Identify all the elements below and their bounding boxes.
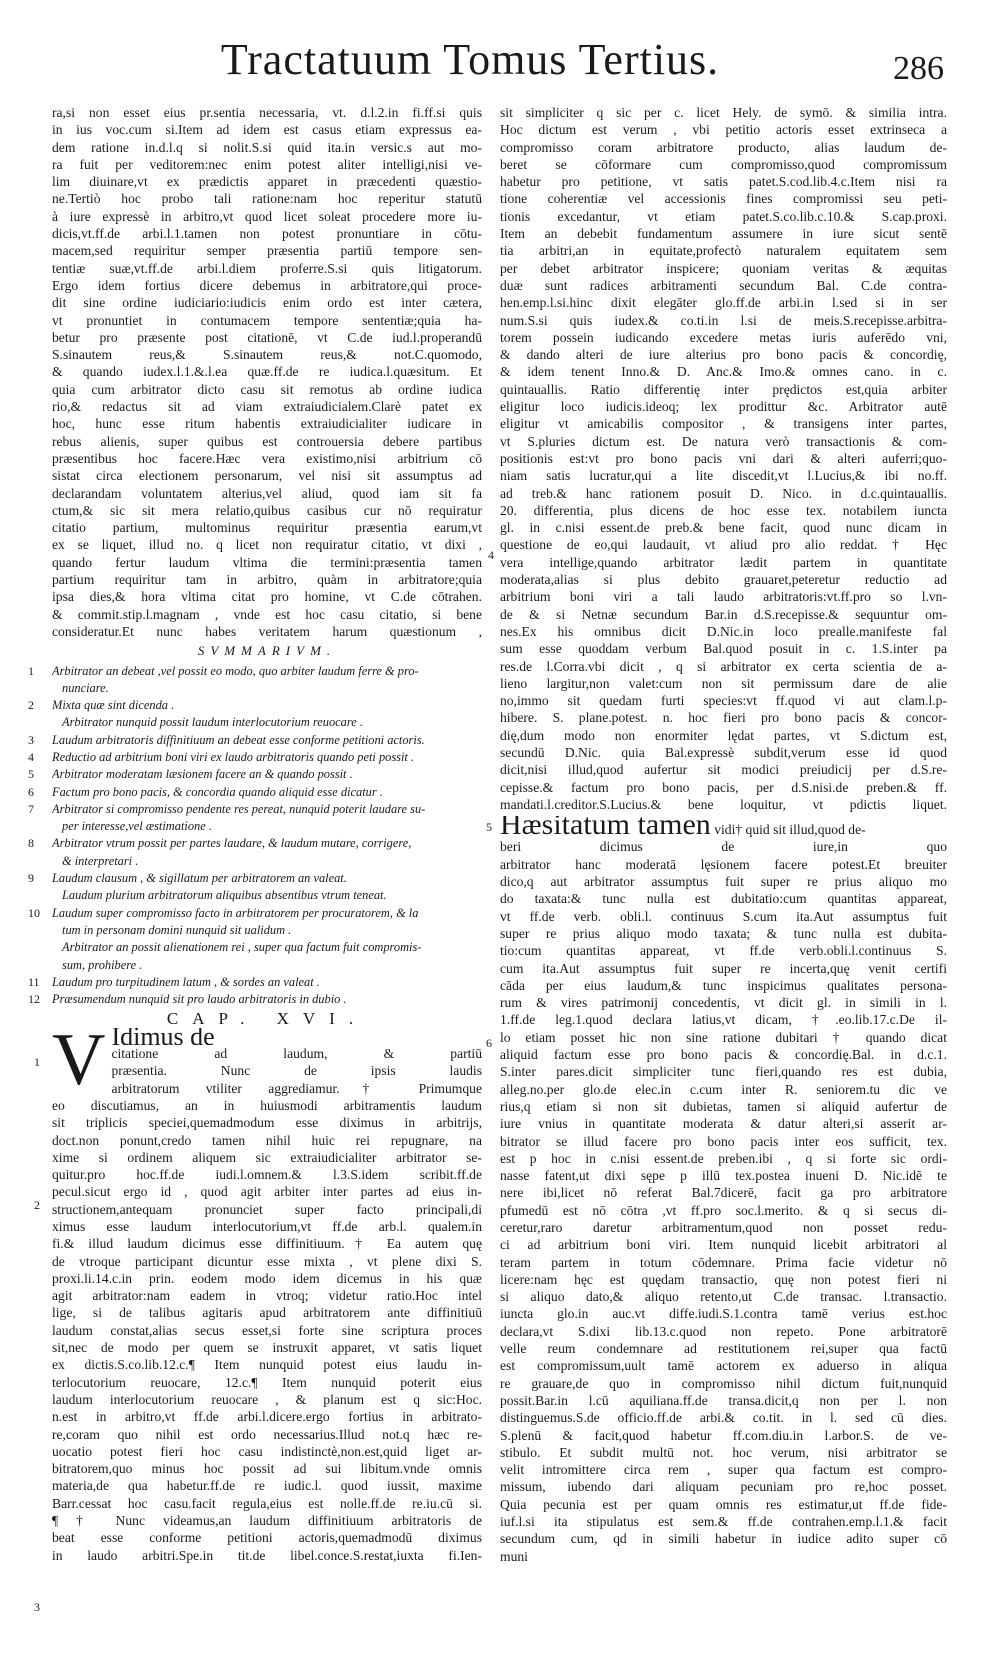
text-line: xime si ordinem aliquem sic extraiudicialiter arbitrator se-	[52, 1149, 482, 1165]
summary-item-number: 11	[28, 974, 40, 989]
summary-item-number: 4	[28, 749, 34, 764]
text-line: distinguemus.S.de officio.ff.de arbi.& co.tit. in l. sed cū dies.	[500, 1410, 947, 1426]
text-line: quando fertur laudum vltima die termini:præsentia tamen	[52, 554, 482, 570]
margin-number: 1	[34, 1055, 40, 1069]
summary-item-text: Laudum pro turpitudinem latum , & sordes an valeat .	[52, 974, 320, 989]
text-line: beret se cōformare cum compromisso,quod compromissum	[500, 156, 947, 172]
chapter-body	[52, 1045, 482, 1564]
summary-item-number: 9	[28, 871, 34, 886]
text-line: consideratur.Et nunc habes veritatem harum quæstionum ,	[52, 623, 482, 639]
text-line: re grauare,de quo in compromisso nihil dictum fuit,nunquid	[500, 1375, 947, 1391]
text-line: compromisso coram arbitratore producto, alias laudum de-	[500, 139, 947, 155]
large-phrase-tail: vidi† quid sit illud,quod de-	[714, 822, 866, 838]
text-line: eligitur vt amicabilis compositor , & transigens inter partes,	[500, 416, 947, 432]
text-line: cum ita.Aut assumptus fuit super re incerta,quę venit certifi	[500, 960, 947, 976]
text-line: ex dictis.S.co.lib.12.c.¶ Item nunquid potest eius laudu in-	[52, 1357, 482, 1373]
text-line: arbitrator hanc moderatā lęsionem facere potest.Et breuiter	[500, 856, 947, 872]
text-line: rio,& redactus sit ad viam extraiudicialem.Clarè patet ex	[52, 399, 482, 415]
text-line: bitrator se illud facere pro bono pacis inter eos sufficit, tex.	[500, 1133, 947, 1149]
text-line: re,coram quo nihil est ordo necessarius.Illud not.q hæc re-	[52, 1426, 482, 1442]
text-line: sum esse quoddam verbum Bal.quod posuit in c. 1.S.inter pa	[500, 641, 947, 657]
hesitation-paragraph	[500, 816, 947, 1565]
text-line: proxi.li.14.c.in prin. eodem modo idem dicemus in his quæ	[52, 1270, 482, 1286]
text-line: nere ibi,licet nō referat Bal.7dicerē, facit ga pro arbitratore	[500, 1185, 947, 1201]
text-line: duæ sunt radices arbitramenti secundum Bal. C.de contra-	[500, 277, 947, 293]
summary-item-text: Reductio ad arbitrium boni viri ex laudo arbitratoris quando peti possit .	[52, 749, 415, 764]
summary-item	[28, 749, 482, 766]
summary-item-text: Factum pro bono pacis, & concordia quando aliquid esse dicatur .	[52, 784, 383, 799]
text-line: beat esse conforme petitioni actoris,quemadmodū diximus	[52, 1530, 482, 1546]
drop-initial: V	[52, 1027, 106, 1101]
text-line: tionis excedantur, vt etiam patet.S.co.lib.c.10.& S.cap.proxi.	[500, 208, 947, 224]
text-line: & dando alteri de iure alterius pro bono pacis & concordię,	[500, 347, 947, 363]
summary-item-number: 1	[28, 663, 34, 678]
margin-number: 3	[34, 1600, 40, 1614]
text-line: Barr.cessat hoc casu.facit regula,eius est nolle.ff.de re.iu.cū si.	[52, 1495, 482, 1511]
summary-item-text: Laudum arbitratoris diffinitiuum an debeat esse conforme petitioni actoris.	[52, 732, 425, 747]
summary-item-number: 3	[28, 732, 34, 747]
text-line: hoc, hunc esse ritum habentis extraiudicialiter iudicare in	[52, 416, 482, 432]
text-line: ad treb.& hanc rationem posuit D. Nico. in d.c.quintauallis.	[500, 485, 947, 501]
text-line: eligitur loco iudicis.ideoq; lex prodittur &c. Arbitrator autē	[500, 399, 947, 415]
summary-item-text: Arbitrator si compromisso pendente res pereat, nunquid poterit laudare su-	[52, 801, 426, 816]
text-line: moderata,alias si plus debito grauaret,peteretur reductio ad	[500, 572, 947, 588]
text-line: structionem,antequam pronunciet super facto principali,di	[52, 1201, 482, 1217]
text-line: habetur pro petitione, vt satis patet.S.cod.lib.4.c.Item nisi ra	[500, 174, 947, 190]
text-line: ¶ † Nunc videamus,an laudum diffinitiuum arbitratoris de	[52, 1513, 482, 1529]
summary-item-text: Laudum clausum , & sigillatum per arbitratorem an valeat.	[52, 871, 347, 886]
text-line: nes.Ex his omnibus dicit D.Nic.in loco prealle.manifeste fal	[500, 623, 947, 639]
text-line: niam satis lucratur,qui a lite discedit,vt l.Lucius,& ibi no.ff.	[500, 468, 947, 484]
right-body	[500, 838, 947, 1564]
text-line: citatio partium, multominus requiritur præsentia earum,vt	[52, 520, 482, 536]
text-line: declarandam voluntatem alterius,vel aliud, quod iam sit fa	[52, 485, 482, 501]
text-line: ra,si non esset eius pr.sentia necessaria, vt. d.l.2.in fi.ff.si quis	[52, 105, 482, 120]
text-line: n.est in arbitro,vt ff.de arbi.l.dicere.ergo fortius in arbitrato-	[52, 1409, 482, 1425]
summary-item-number: 5	[28, 767, 34, 782]
text-line: vt S.pluries dictum est. De natura verò transactionis & com-	[500, 433, 947, 449]
text-line: alleg.no.per glo.de elec.in c.cum inter R. seniorem.tu dic ve	[500, 1081, 947, 1097]
text-line: est compromissum,uult tamē actorem ex aduerso in aliqua	[500, 1358, 947, 1374]
text-line: doct.non ponunt,credo tamen nihil huic rei repugnare, na	[52, 1132, 482, 1148]
summary-item	[52, 714, 482, 731]
text-line: arbitratorum vtiliter aggrediamur.† Primumque	[111, 1080, 482, 1096]
summary-item-number: 10	[28, 905, 40, 920]
text-line: num.S.si quis iudex.& co.ti.in l.si de meis.S.recepisse.arbitra-	[500, 312, 947, 328]
text-line: præsentibus hoc facere.Hæc vera existimo,nisi arbitrium cō	[52, 450, 482, 466]
text-line: uocatio potest fieri hoc casu indistinctè,non.est,quid liget ar-	[52, 1443, 482, 1459]
chapter-heading: CAP. XVI.	[166, 1009, 368, 1029]
text-line: quintauallis. Ratio differentię inter prędictos est,quia arbiter	[500, 381, 947, 397]
text-line: S.plenū & facit,quod habetur ff.com.diu.in l.arbor.S. de ve-	[500, 1427, 947, 1443]
text-line: res.de l.Corra.vbi dicit , q si arbitrator ex certa scientia de a-	[500, 658, 947, 674]
text-line: nasse fatent,ut dixi sępe p illū tex.postea inueni D. Nic.idē te	[500, 1168, 947, 1184]
text-line: & commit.stip.l.magnam , vnde est hoc casu citatio, si bene	[52, 606, 482, 622]
text-line: possit.Bar.in l.cū aquiliana.ff.de transa.dicit,q non per l. non	[500, 1392, 947, 1408]
text-line: in ius voc.cum si.Item ad idem est casus etiam expressus ea-	[52, 122, 482, 138]
summary-item	[28, 801, 482, 818]
text-line: dicit,nisi illud,quod aufertur sit modici preiudicij per d.S.re-	[500, 762, 947, 778]
summary-item-number: 6	[28, 784, 34, 799]
text-line: vera intellige,quando arbitrator lædit partem in quantitate	[500, 554, 947, 570]
right-text-column	[500, 104, 947, 1565]
text-line: Ergo idem fortius dicere debemus in arbitratore,qui proce-	[52, 277, 482, 293]
text-line: teram partem in totum cōdemnare. Prima facie videtur nō	[500, 1254, 947, 1270]
chapter-opening	[52, 1028, 482, 1564]
text-line: cepisse.& factum pro bono pacis, per d.S.nisi.de preben.& ff.	[500, 779, 947, 795]
text-line: dem ratione in.d.l.q si nolit.S.si quid ita.in versic.s aut mo-	[52, 139, 482, 155]
text-line: iure vnius in quantitate moderata & datur alteri,si asserit ar-	[500, 1116, 947, 1132]
left-text-column	[28, 104, 482, 1564]
text-line: tione coherentiæ vel accessionis fines compromissi seu peti-	[500, 191, 947, 207]
text-line: mandati.l.creditor.S.Lucius.& bene loquitur, vt pdictis liquet.	[500, 796, 947, 812]
text-line: vt ff.de verb. obli.l. continuus S.cum ita.Aut assumptus fuit	[500, 908, 947, 924]
text-line: dico,q aut arbitrator assumptus fuit super re prius aliquo mo	[500, 874, 947, 890]
text-line: hen.emp.l.si.hinc dixit elegāter glo.ff.de arbi.in l.sed si in ser	[500, 295, 947, 311]
text-line: missum, iubendo dari aliquam pecuniam pro re,hoc posset.	[500, 1479, 947, 1495]
text-line: rius,q etiam si non sit dubietas, tamen si aliquid aufertur de	[500, 1098, 947, 1114]
text-line: laudum interlocutorium reuocare , & planum est q sic:Hoc.	[52, 1391, 482, 1407]
margin-number: 5	[486, 820, 492, 834]
summary-list	[28, 663, 482, 1009]
text-line: ne.Tertiò hoc probo tali ratione:nam hoc reperitur statutū	[52, 191, 482, 207]
summary-item-text: & interpretari .	[62, 853, 139, 868]
summary-item-number: 8	[28, 836, 34, 851]
text-line: bitratorem,quo minus hoc possit ad sui libitum.vnde omnis	[52, 1461, 482, 1477]
text-line: ctum,& sic sit mera relatio,quibus casibus cur nō requiratur	[52, 502, 482, 518]
text-line: torem possein iudicando excedere metas iuris auferēdo vni,	[500, 329, 947, 345]
text-line: do taxata:& tunc nulla est dubitatio:cum quantitas appareat,	[500, 891, 947, 907]
summary-item	[28, 732, 482, 749]
text-line: muni	[500, 1548, 528, 1564]
summary-item-text: Præsumendum nunquid sit pro laudo arbitratoris in dubio .	[52, 992, 347, 1007]
text-line: positionis est:vt pro bono pacis vni dari & alteri auferri;quo-	[500, 450, 947, 466]
text-line: est p hoc in c.nisi essent.de preben.ibi , q si forte sic ordi-	[500, 1150, 947, 1166]
text-line: 1.ff.de leg.1.quod declara latius,vt dicam, †.eo.lib.17.c.De il-	[500, 1012, 947, 1028]
summary-item	[28, 991, 482, 1008]
text-line: gl. in c.nisi essent.de preb.& bene facit, quod nunc dicam in	[500, 520, 947, 536]
text-line: in laudo arbitri.Spe.in tit.de libel.conce.S.restat,iuxta fi.Ien-	[52, 1547, 482, 1563]
summary-item-text: Laudum plurium arbitratorum aliquibus absentibus vtrum teneat.	[62, 888, 387, 903]
margin-number: 6	[486, 1036, 492, 1050]
large-phrase: Hæsitatum tamen	[500, 816, 711, 839]
summary-item-text: Arbitrator moderatam læsionem facere an & quando possit .	[52, 767, 353, 782]
summary-item-number: 2	[28, 698, 34, 713]
text-line: partium requiritur tam in arbitro, quàm in arbitratore;quia	[52, 572, 482, 588]
text-line: sit simpliciter q sic per c. licet Hely. de symō. & similia intra.	[500, 105, 947, 120]
text-line: cāda per eius laudum,& tunc inspicimus qualitates persona-	[500, 977, 947, 993]
text-line: S.inter pares.dicit simpliciter tunc fieri,quando res est dubia,	[500, 1064, 947, 1080]
summary-item-number: 12	[28, 992, 40, 1007]
text-line: lige, si de talibus agitaris apud arbitratorem ante diffinitiuū	[52, 1305, 482, 1321]
text-line: Item an debebit fundamentum assumere in iure sicut sentē	[500, 226, 947, 242]
text-line: dię,dum modo non enormiter lędat partes, vt S.dictum est,	[500, 727, 947, 743]
text-line: macem,sed requiritur semper præsentia partiū tempore sen-	[52, 243, 482, 259]
summary-item-text: Mixta quæ sint dicenda .	[52, 698, 175, 713]
text-line: hibere. S. plane.potest. n. hoc fieri pro bono pacis & concor-	[500, 710, 947, 726]
text-line: fi.& illud laudum dicimus esse diffinitiuum.† Ea autem quę	[52, 1236, 482, 1252]
hesitation-first-line	[500, 816, 947, 838]
text-line: secundū D.Nic. quia Bal.expressè subdit,verum esse id quod	[500, 744, 947, 760]
text-line: ra fuit per veditorem:nec enim potest aliter intelligi,nisi ve-	[52, 156, 482, 172]
text-line: declara,vt S.dixi lib.13.c.quod non repeto. Pone arbitratorē	[500, 1323, 947, 1339]
text-line: præsentia. Nunc de ipsis laudis	[111, 1063, 482, 1079]
summary-item	[52, 887, 482, 904]
summary-item-text: Arbitrator nunquid possit laudum interlocutorium reuocare .	[62, 715, 363, 730]
summary-item	[28, 766, 482, 783]
text-line: eo discutiamus, an in huiusmodi arbitramentis laudum	[52, 1097, 482, 1113]
text-line: velle reum condemnare ad restitutionem rei,super qua factū	[500, 1341, 947, 1357]
text-line: aliquid factum esse pro bono pacis & concordię.Bal. in d.c.1.	[500, 1047, 947, 1063]
text-line: licere:nam hęc est quędam transactio, quę non potest fieri ni	[500, 1271, 947, 1287]
summary-item-text: Arbitrator an possit alienationem rei , super qua factum fuit compromis-	[62, 940, 422, 955]
text-line: de vtroque participant dicuntur esse mixta , vt plene dixi S.	[52, 1253, 482, 1269]
text-line: 20. differentia, plus dicens de hoc esse tex. notabilem iuncta	[500, 502, 947, 518]
text-line: beri dicimus de iure,in quo	[500, 839, 947, 855]
text-line: materia,de qua habetur.ff.de re iudic.l. quod iussit, maxime	[52, 1478, 482, 1494]
summary-item	[28, 905, 482, 922]
summary-item	[52, 853, 482, 870]
summary-item-text: tum in personam domini nunquid sit ualidum .	[62, 922, 292, 937]
text-line: quia cum arbitrator dicto casu sit remotus ab ordine iudica	[52, 381, 482, 397]
chapter-first-words: Idimus de	[111, 1027, 215, 1046]
margin-number: 4	[488, 548, 494, 562]
text-line: S.sinautem reus,& S.sinautem reus,& not.C.quomodo,	[52, 347, 482, 363]
summary-item	[28, 870, 482, 887]
text-line: si aliquo dato,& aliquo retento,ut C.de transac. l.transactio.	[500, 1289, 947, 1305]
text-line: sistat circa electionem personarum, vel nisi sit assumptus ad	[52, 468, 482, 484]
text-line: lieno largitur,non valet:cum non sit permissum dare de alie	[500, 675, 947, 691]
text-line: ceretur,raro daretur arbitramentum,quod non posset redu-	[500, 1220, 947, 1235]
right-top-paragraph	[500, 104, 947, 813]
text-line: Quia pecunia est per quam omnis res estimatur,ut ff.de fide-	[500, 1496, 947, 1512]
summary-heading: SVMMARIVM.	[197, 643, 337, 659]
text-line: stibulo. Et subdit multū not. hoc verum, nisi arbitrator se	[500, 1444, 947, 1460]
summary-item-number: 7	[28, 801, 34, 816]
text-line: & idem tenent Inno.& D. Anc.& Imo.& omnes cano. in c.	[500, 364, 947, 380]
text-line: velit intromittere circa rem , super qua factum est compro-	[500, 1462, 947, 1478]
summary-item-text: per interesse,vel æstimatione .	[62, 819, 212, 834]
text-line: per debet arbitrator inspicere; quoniam veritas & æquitas	[500, 260, 947, 276]
text-line: sit,nec de modo per quem se instruxit apparet, vt satis liquet	[52, 1340, 482, 1356]
left-opening-paragraph	[52, 104, 482, 640]
text-line: ipsa dies,& hora vltima citat pro homine, vt C.de cōtrahen.	[52, 589, 482, 605]
text-line: vt pronuntiet in contumacem tempore sententiæ;quia ha-	[52, 312, 482, 328]
running-title: Tractatuum Tomus Tertius.	[220, 35, 720, 84]
margin-number: 2	[34, 1198, 40, 1212]
text-line: tentiæ suæ,vt.ff.de arbi.l.diem proferre.S.si quis litigatorum.	[52, 260, 482, 276]
text-line: pfumedū est nō cōtra ,vt ff.pro soc.l.merito. & q si secus di-	[500, 1202, 947, 1218]
text-line: sit triplicis speciei,quemadmodum esse diximus in arbitrijs,	[52, 1115, 482, 1131]
summary-item	[52, 818, 482, 835]
text-line: quitur.pro hoc.ff.de iudi.l.omnem.& l.3.S.idem scribit.ff.de	[52, 1167, 482, 1183]
text-line: rum & vires patrimonij concedentis, vt dicit gl. in simili in l.	[500, 995, 947, 1011]
text-line: ex se liquet, illud no. q licet non requiratur citatio, vt dixi ,	[52, 537, 482, 553]
summary-item-text: nunciare.	[62, 680, 109, 695]
text-line: à iure expressè in arbitro,vt quod licet soleat procedere more iu-	[52, 208, 482, 224]
text-line: iuncta glo.in auc.vt diffe.iudi.S.1.contra tamē verius est.hoc	[500, 1306, 947, 1322]
summary-item	[52, 939, 482, 956]
text-line: dit sine ordine iudiciario:iudicis enim ordo est inter cætera,	[52, 295, 482, 311]
summary-item-text: sum, prohibere .	[62, 957, 143, 972]
text-line: tia arbitri,an in equitate,profectò naturalem equitatem sem	[500, 243, 947, 259]
text-line: citatione ad laudum, & partiū	[111, 1046, 482, 1062]
text-line: de & si Netnæ secundum Bar.in d.S.recepisse.& sequuntur om-	[500, 606, 947, 622]
text-line: terlocutorium reuocare, 12.c.¶ Item nunquid poterit eius	[52, 1374, 482, 1390]
summary-item	[28, 835, 482, 852]
text-line: arbitrium boni viri a tali laudo arbitratoris:vt.ff.pro so l.vn-	[500, 589, 947, 605]
summary-item	[52, 680, 482, 697]
page-number: 286	[893, 50, 944, 87]
text-line: questione de eo,qui laudauit, vt aliud pro alio reddat. † Hęc	[500, 537, 947, 553]
summary-item-text: Laudum super compromisso facto in arbitratorem per procuratorem, & la	[52, 905, 419, 920]
text-line: betur pro præsente post citationē, vt C.de iud.l.properandū	[52, 329, 482, 345]
summary-item-text: Arbitrator an debeat ,vel possit eo modo, quo arbiter laudum ferre & pro-	[52, 663, 419, 678]
text-line: dicis,vt.ff.de arbi.l.1.tamen non potest pronuntiare in cōtu-	[52, 226, 482, 242]
text-line: laudum constat,alias secus esset,si forte sine scriptura proces	[52, 1322, 482, 1338]
text-line: Hoc dictum est verum , vbi petitio actoris esset extrinseca a	[500, 122, 947, 138]
text-line: tio:cum quantitas appareat, vt ff.de verb.obli.l.continuus S.	[500, 943, 947, 959]
text-line: ci ad arbitrium boni viri. Item nunquid licebit arbitratori al	[500, 1237, 947, 1253]
summary-item	[52, 922, 482, 939]
summary-item	[28, 974, 482, 991]
text-line: lo etiam posset hic non sine ratione dubitari † quando dicat	[500, 1029, 947, 1045]
summary-item	[28, 784, 482, 801]
summary-item	[28, 663, 482, 680]
text-line: pecul.sicut ergo id , quod agit arbiter inter partes ad eius in-	[52, 1184, 482, 1200]
text-line: & quando iudex.l.1.&.l.ea quæ.ff.de re iudica.l.quæsitum. Et	[52, 364, 482, 380]
text-line: agit arbitrator:nam eadem in vtroq; videtur ratio.Hoc intel	[52, 1288, 482, 1304]
text-line: lim diuinare,vt ex prædictis apparet in præcedenti quæstio-	[52, 174, 482, 190]
summary-item	[28, 697, 482, 714]
summary-item	[52, 957, 482, 974]
text-line: super re prius aliquo modo taxata; & tunc nulla est dubita-	[500, 925, 947, 941]
text-line: secundum cum, qd in simili habetur in iudice adito super cō	[500, 1531, 947, 1547]
text-line: ximus esse laudum interlocutorium,vt ff.de arb.l. qualem.in	[52, 1219, 482, 1234]
text-line: iuf.l.si ita stipulatus est sem.& ff.de contrahen.emp.l.1.& facit	[500, 1514, 947, 1530]
summary-item-text: Arbitrator vtrum possit per partes laudare, & laudum mutare, corrigere,	[52, 836, 412, 851]
text-line: no,immo sit quedam furti species:vt ff.quod vi aut clam.l.p-	[500, 693, 947, 709]
text-line: rebus alienis, super quibus est controuersia debere partibus	[52, 433, 482, 449]
